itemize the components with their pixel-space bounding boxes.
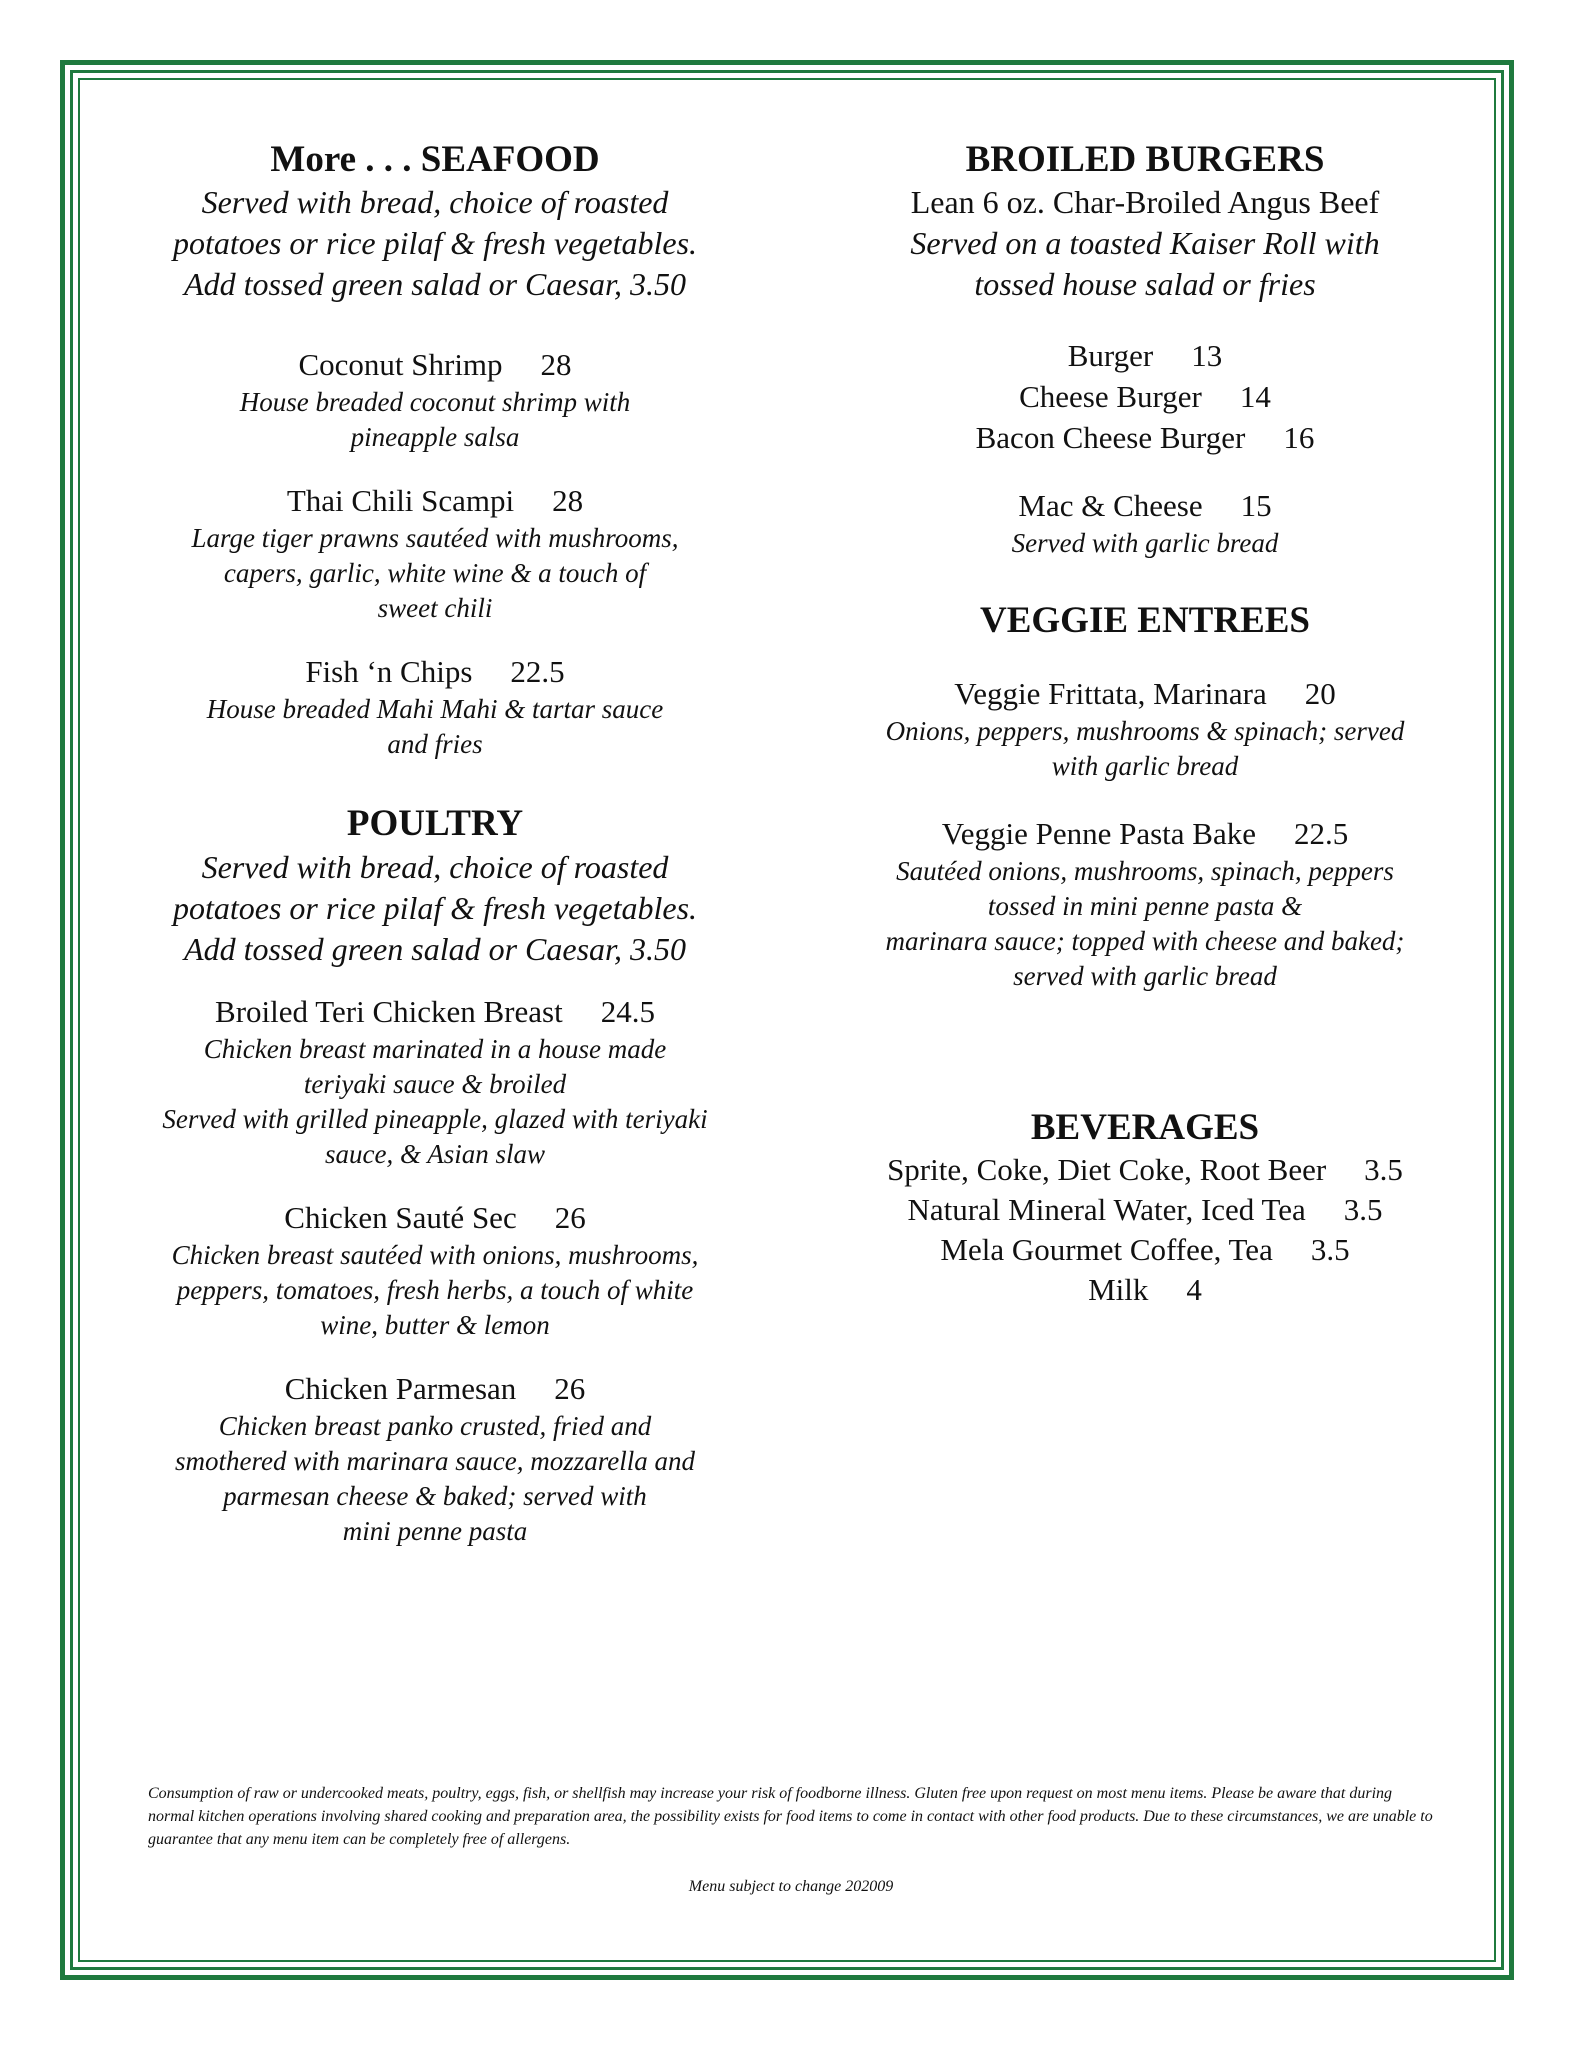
item-description: Served with garlic bread	[1011, 528, 1279, 559]
burgers-subtitle-upright: Lean 6 oz. Char-Broiled Angus Beef	[910, 184, 1380, 221]
item-description: Large tiger prawns sautéed with mushrooms, capers, garlic, white wine & a touch of sweet chili	[191, 523, 679, 624]
item-price: 28	[552, 483, 584, 519]
seafood-subtitle: Served with bread, choice of roasted potatoes or rice pilaf & fresh vegetables. Add tossed green salad or Caesar, 3.50	[172, 184, 698, 303]
item-price: 4	[1186, 1272, 1202, 1308]
item-description: Chicken breast panko crusted, fried and smothered with marinara sauce, mozzarella and parmesan cheese & baked; served with mini penne pasta	[175, 1410, 695, 1546]
menu-item-mac-and-cheese	[815, 486, 1475, 561]
item-price: 28	[540, 347, 572, 383]
item-price: 16	[1283, 420, 1315, 456]
item-name: Mela Gourmet Coffee, Tea	[940, 1232, 1273, 1268]
item-name: Chicken Parmesan	[284, 1370, 517, 1406]
item-name: Milk	[1088, 1272, 1149, 1308]
item-name: Natural Mineral Water, Iced Tea	[907, 1192, 1306, 1228]
menu-item-thai-chili-scampi	[115, 481, 755, 626]
item-name: Fish ‘n Chips	[305, 654, 473, 690]
poultry-subtitle: Served with bread, choice of roasted potatoes or rice pilaf & fresh vegetables. Add tossed green salad or Caesar, 3.50	[172, 848, 698, 967]
beverages-section	[815, 1106, 1475, 1310]
beverage-coffee-tea	[815, 1230, 1475, 1270]
burgers-subtitle: Served on a toasted Kaiser Roll with tossed house salad or fries	[910, 225, 1380, 303]
item-name: Broiled Teri Chicken Breast	[215, 993, 563, 1029]
beverage-soft-drinks	[815, 1150, 1475, 1190]
left-column	[115, 138, 755, 1549]
beverages-title: BEVERAGES	[1030, 1106, 1260, 1148]
item-description: House breaded Mahi Mahi & tartar sauce and fries	[206, 694, 664, 760]
menu-item-chicken-saute-sec	[115, 1198, 755, 1343]
item-name: Cheese Burger	[1019, 379, 1202, 415]
burger-list	[815, 335, 1475, 458]
item-price: 3.5	[1310, 1232, 1350, 1268]
item-price: 14	[1239, 379, 1271, 415]
item-description: Onions, peppers, mushrooms & spinach; served with garlic bread	[885, 715, 1405, 781]
item-price: 3.5	[1343, 1192, 1383, 1228]
item-price: 24.5	[600, 993, 655, 1029]
item-price: 20	[1304, 675, 1336, 711]
item-price: 22.5	[1293, 815, 1349, 851]
burgers-title: BROILED BURGERS	[965, 139, 1325, 180]
menu-change-note: Menu subject to change 202009	[688, 1878, 894, 1895]
beverage-water-tea	[815, 1190, 1475, 1230]
item-name: Mac & Cheese	[1018, 488, 1203, 524]
item-description: Sautéed onions, mushrooms, spinach, peppers tossed in mini penne pasta & marinara sauce; topped with cheese and baked; served with garlic bread	[885, 855, 1405, 991]
item-price: 26	[554, 1199, 586, 1235]
item-price: 13	[1191, 338, 1223, 374]
menu-item-veggie-frittata	[815, 674, 1475, 784]
seafood-title: More . . . SEAFOOD	[270, 139, 600, 180]
seafood-section	[115, 138, 755, 762]
menu-item-coconut-shrimp	[115, 345, 755, 455]
menu-item-burger	[815, 335, 1475, 376]
menu-item-bacon-cheese-burger	[815, 417, 1475, 458]
item-price: 15	[1240, 488, 1272, 524]
menu-item-broiled-teri-chicken	[115, 992, 755, 1172]
right-column	[815, 138, 1475, 1310]
item-name: Veggie Frittata, Marinara	[954, 675, 1267, 711]
item-name: Sprite, Coke, Diet Coke, Root Beer	[887, 1152, 1327, 1188]
veggie-title: VEGGIE ENTREES	[979, 600, 1311, 642]
poultry-section	[115, 802, 755, 1548]
item-name: Coconut Shrimp	[298, 347, 503, 383]
item-description: House breaded coconut shrimp with pineapple salsa	[239, 387, 631, 453]
item-price: 22.5	[510, 654, 565, 690]
item-description: Chicken breast sautéed with onions, mushrooms, peppers, tomatoes, fresh herbs, a touch of white wine, butter & lemon	[171, 1239, 699, 1340]
item-name: Veggie Penne Pasta Bake	[941, 815, 1256, 851]
poultry-title: POULTRY	[346, 803, 524, 845]
allergen-disclaimer: Consumption of raw or undercooked meats, poultry, eggs, fish, or shellfish may increase your risk of foodborne illness. Gluten free upon request on most menu items. Please be aware that during normal kitchen operations involving shared cooking and preparation area, the possibility exists for food items to come in contact with other food products. Due to these circumstances, we are unable to guarantee that any menu item can be completely free of allergens.	[148, 1785, 1433, 1848]
menu-item-fish-n-chips	[115, 652, 755, 762]
item-price: 26	[554, 1370, 586, 1406]
item-description: Chicken breast marinated in a house made teriyaki sauce & broiled Served with grilled pineapple, glazed with teriyaki sauce, & Asian slaw	[162, 1033, 708, 1169]
menu-item-cheese-burger	[815, 376, 1475, 417]
item-name: Burger	[1067, 338, 1154, 374]
item-name: Thai Chili Scampi	[286, 483, 515, 519]
beverage-milk	[815, 1270, 1475, 1310]
item-name: Bacon Cheese Burger	[975, 420, 1246, 456]
veggie-section	[815, 599, 1475, 993]
burgers-section	[815, 138, 1475, 561]
item-price: 3.5	[1364, 1152, 1403, 1188]
menu-item-veggie-penne-bake	[815, 814, 1475, 994]
beverage-list	[815, 1150, 1475, 1310]
item-name: Chicken Sauté Sec	[284, 1199, 517, 1235]
menu-item-chicken-parmesan	[115, 1369, 755, 1549]
